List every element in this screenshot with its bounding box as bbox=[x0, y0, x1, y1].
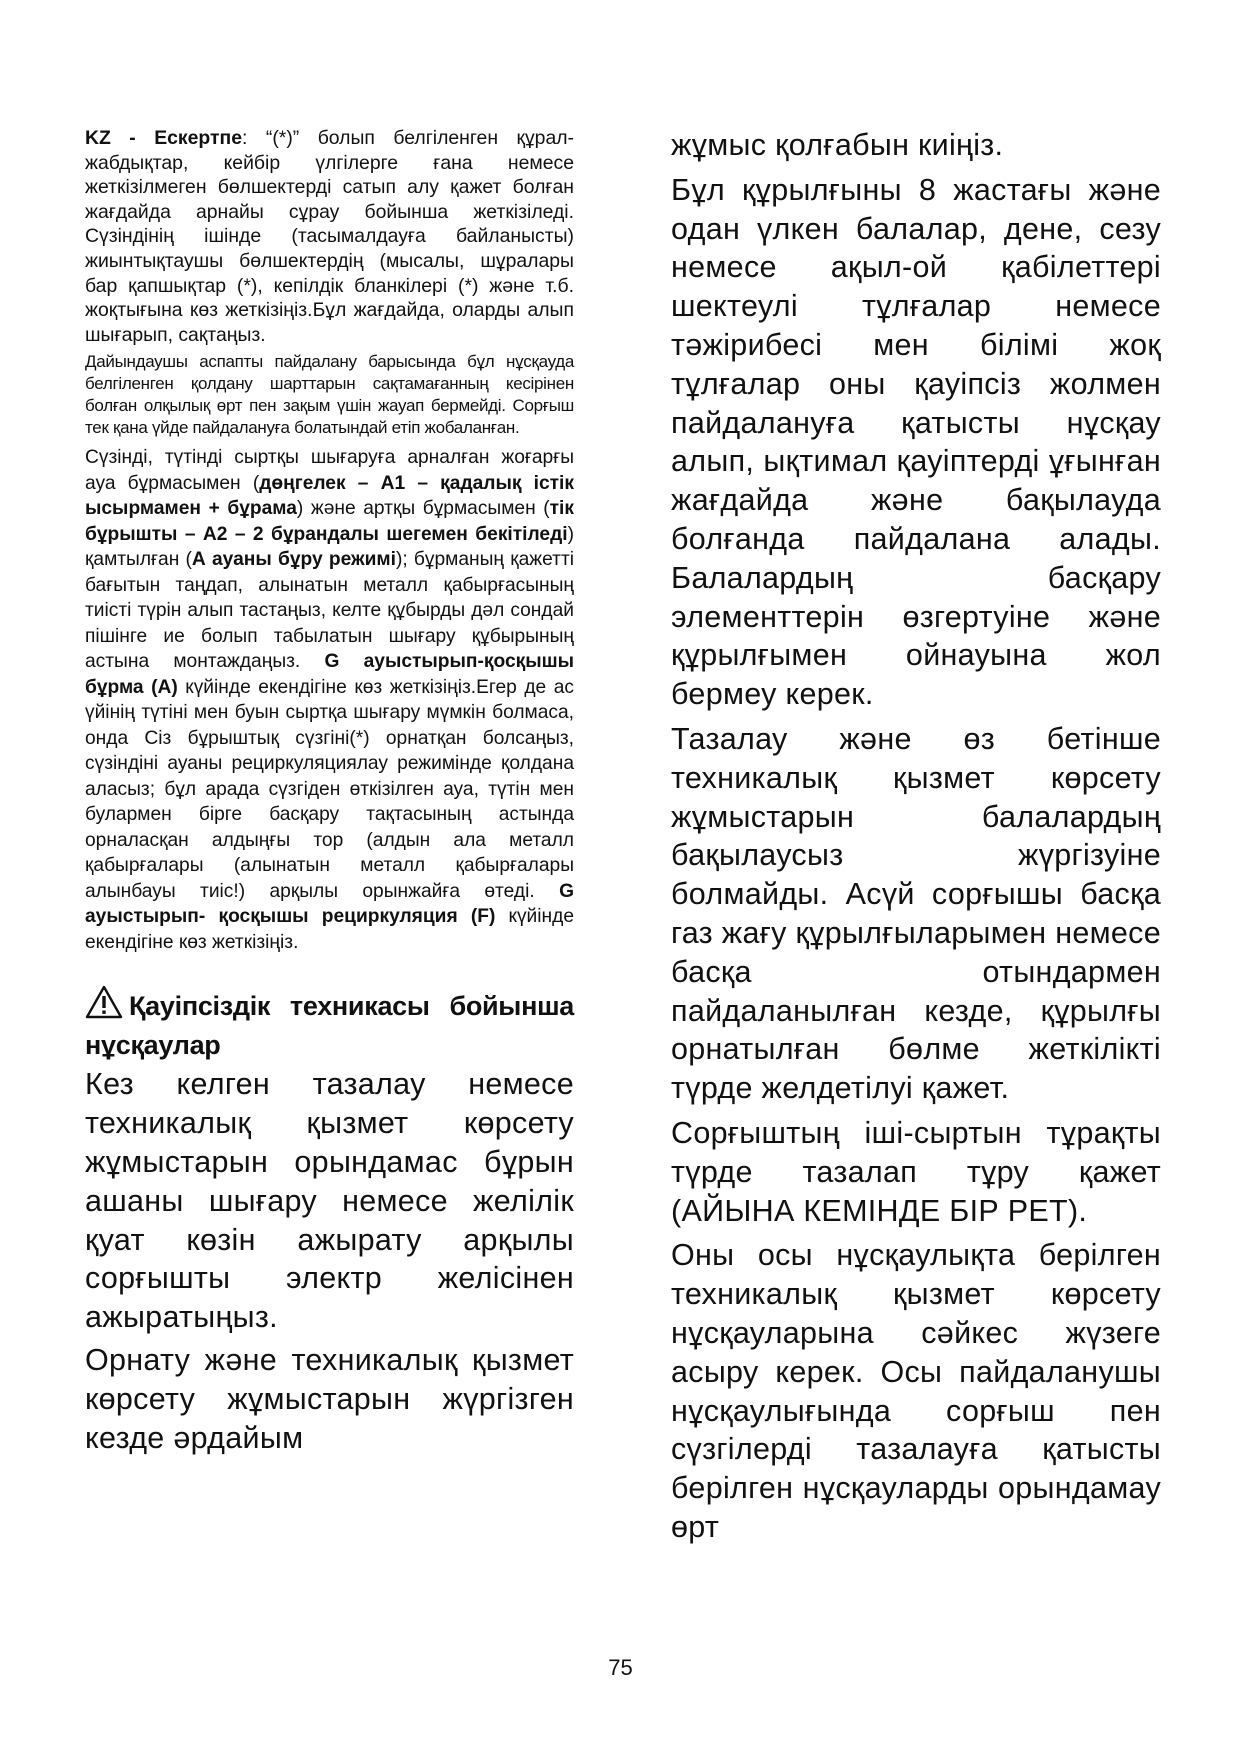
safety-paragraph-2: Орнату және техникалық қызмет көрсету жұмыстарын жүргізген кезде әрдайым bbox=[85, 1342, 574, 1455]
right-paragraph-3: Тазалау және өз бетінше техникалық қызмет көрсету жұмыстарын балалардың бақылаусыз жүргізуіне болмайды. Асүй сорғышы басқа газ жағу құрылғыларымен немесе басқа отындармен пайдаланылған кезде, құрылғы орнатылған бөлме жеткілікті түрде желдетілуі қажет. bbox=[671, 721, 1161, 1106]
install-bold-4: G ауыстырып-қосқышы бұрма (А) bbox=[85, 651, 574, 698]
left-column bbox=[85, 126, 574, 1461]
right-column bbox=[671, 126, 1161, 1553]
right-paragraph-2: Бұл құрылғыны 8 жастағы және одан үлкен балалар, дене, сезу немесе ақыл-ой қабілеттері шектеулі тұлғалар немесе тәжірибесі мен білімі жоқ тұлғалар оны қауіпсіз жолмен пайдалануға қатысты нұсқау алып, ықтимал қауіптерді ұғынған жағдайда және бақылауда болғанда пайдалана алады. Балалардың басқару элементтерін өзгертуіне және құрылғымен ойнауына жол бермеу керек. bbox=[671, 172, 1161, 712]
warning-triangle-icon bbox=[85, 985, 123, 1019]
note-label: KZ - Ескертпе bbox=[85, 127, 243, 149]
note-paragraph bbox=[85, 126, 574, 347]
install-text-5: күйінде екендігіне көз жеткізіңіз.Егер де ас үйінің түтіні мен буын сыртқа шығару мүмкін болмаса, онда Сіз бұрыштық сүзгіні(*) орнатқан болсаңыз, сүзіндіні ауаны рециркуляциялау режимінде қолдана аласыз; бұл арада сүзгіден өткізілген ауа, түтін мен булармен бірге басқару тақтасының астында орналасқан алдыңғы тор (алдын ала металл қабырғалары (алынатын металл қабырғалары алынбауы тиіс!) арқылы орынжайға өтеді. bbox=[85, 676, 575, 902]
install-text-3: ) қамтылған ( bbox=[85, 523, 574, 571]
manufacturer-warning: Дайындаушы аспапты пайдалану барысында бұл нұсқауда белгіленген қолдану шарттарын сақтамағанның кесірінен болған олқылық өрт пен зақым үшін жауап бермейді. Сорғыш тек қана үйде пайдалануға болатындай етіп жобаланған. bbox=[85, 352, 574, 438]
page-number: 75 bbox=[608, 1655, 633, 1680]
safety-heading-text: Қауіпсіздік техникасы бойынша нұсқаулар bbox=[85, 991, 574, 1061]
install-text-4: ); бұрманың қажетті бағытын таңдап, алынатын металл қабырғасының тиісті түрін алып тастаңыз, келте құбырды дәл сондай пішінге ие болып табылатын шығару құбырының астына монтаждаңыз. bbox=[85, 549, 574, 673]
right-paragraph-5: Оны осы нұсқаулықта берілген техникалық қызмет көрсету нұсқауларына сәйкес жүзеге асыру керек. Осы пайдаланушы нұсқаулығында сорғыш пен сүзгілерді тазалауға қатысты берілген нұсқауларды орындамау өрт bbox=[671, 1238, 1161, 1544]
install-bold-3: А ауаны бұру режимі bbox=[191, 549, 396, 571]
install-text-1: Сүзінді, түтінді сыртқы шығаруға арналған жоғарғы ауа бұрмасымен ( bbox=[85, 447, 574, 494]
install-bold-1: дөңгелек – А1 – қадалық істік ысырмамен + бұрама bbox=[85, 472, 574, 520]
right-paragraph-1: жұмыс қолғабын киіңіз. bbox=[671, 128, 1004, 162]
install-bold-2: тік бұрышты – А2 – 2 бұрандалы шегемен бекітіледі bbox=[85, 498, 574, 545]
install-bold-5: G ауыстырып- қосқышы рециркуляция (F) bbox=[85, 880, 574, 928]
right-paragraph-4: Сорғыштың іші-сыртын тұрақты түрде тазалап тұру қажет (АЙЫНА КЕМІНДЕ БІР РЕТ). bbox=[671, 1115, 1161, 1228]
safety-heading bbox=[85, 985, 574, 1065]
safety-paragraph-1: Кез келген тазалау немесе техникалық қызмет көрсету жұмыстарын орындамас бұрын ашаны шығару немесе желілік қуат көзін ажырату арқылы сорғышты электр желісінен ажыратыңыз. bbox=[85, 1067, 574, 1335]
install-text-6: күйінде екендігіне көз жеткізіңіз. bbox=[85, 906, 574, 953]
installation-paragraph bbox=[85, 445, 574, 955]
install-text-2: ) және артқы бұрмасымен ( bbox=[296, 498, 550, 520]
note-text: : “(*)” болып белгіленген құрал-жабдықтар, кейбір үлгілерге ғана немесе жеткізілмеген бөлшектерді сатып алу қажет болған жағдайда арнайы сұрау бойынша жеткізіледі. Сүзіндінің ішінде (тасымалдауға байланысты) жиынтықтаушы бөлшектердің (мысалы, шұралары бар қапшықтар (*), кепілдік бланкілері (*) және т.б. жоқтығына көз жеткізіңіз.Бұл жағдайда, оларды алып шығарып, сақтаңыз. bbox=[85, 127, 575, 346]
